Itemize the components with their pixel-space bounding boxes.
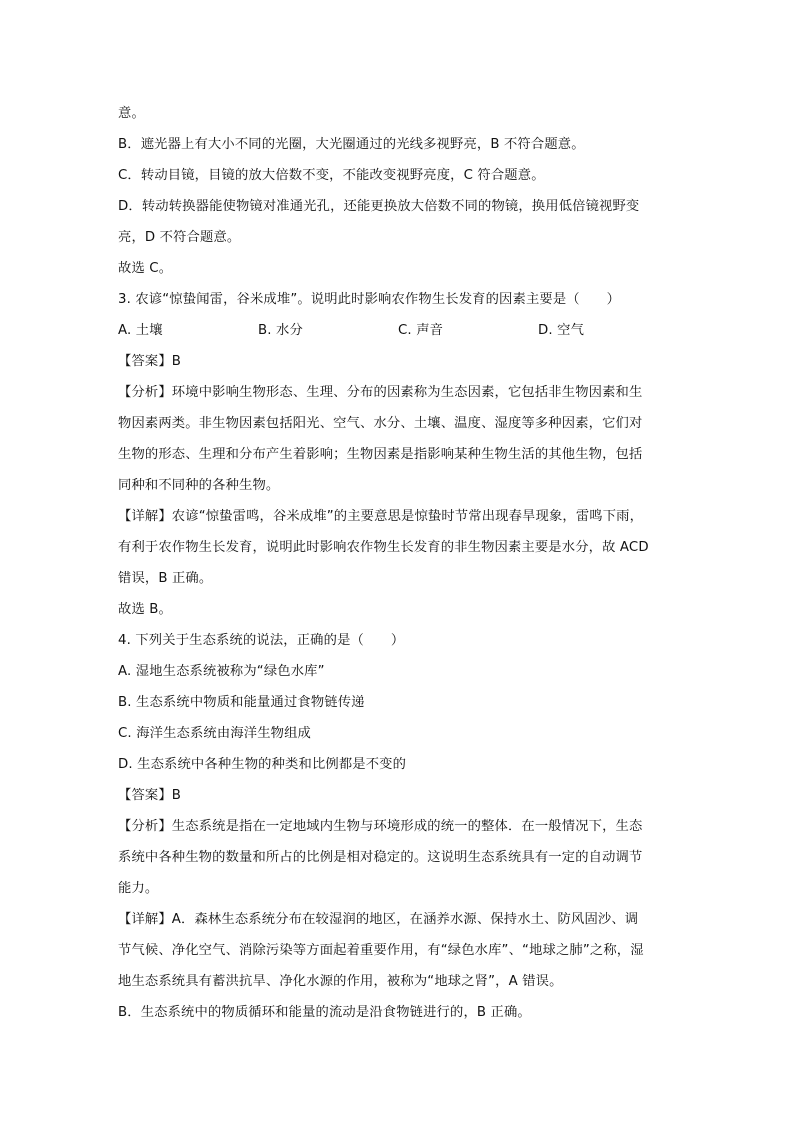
document-page [118, 98, 678, 1028]
analysis-line [118, 377, 678, 408]
text-line: B．遮光器上有大小不同的光圈，大光圈通过的光线多视野亮，B 不符合题意。 [118, 137, 585, 152]
analysis-text: 环境中影响生物形态、生理、分布的因素称为生态因素，它包括非生物因素和生 [171, 385, 643, 400]
detail-tag: 【详解】 [118, 912, 172, 927]
text-line: 系统中各种生物的数量和所占的比例是相对稳定的。这说明生态系统具有一定的自动调节 [118, 850, 643, 865]
analysis-line [118, 811, 678, 842]
question-4 [118, 625, 678, 1028]
option-a: A. 湿地生态系统被称为“绿色水库” [118, 664, 325, 679]
detail-text: 农谚“惊蛰雷鸣，谷米成堆”的主要意思是惊蛰时节常出现春旱现象，雷鸣下雨， [171, 509, 644, 524]
text-line: 能力。 [118, 881, 159, 896]
text-line: 错误，B 正确。 [118, 571, 213, 586]
text-line: 物因素两类。非生物因素包括阳光、空气、水分、土壤、温度、湿度等多种因素，它们对 [118, 416, 643, 431]
text-line: 意。 [118, 106, 145, 121]
text-line: 地生态系统具有蓄洪抗旱、净化水源的作用，被称为“地球之肾”，A 错误。 [118, 974, 563, 989]
option-c: C. 海洋生态系统由海洋生物组成 [118, 726, 311, 741]
detail-line [118, 904, 678, 935]
text-line: 故选 C。 [118, 261, 173, 276]
text-line: B．生态系统中的物质循环和能量的流动是沿食物链进行的，B 正确。 [118, 1005, 531, 1020]
previous-explanation [118, 98, 678, 284]
question-stem: 3. 农谚“惊蛰闻雷，谷米成堆”。说明此时影响农作物生长发育的因素主要是（ ） [118, 292, 621, 307]
answer-tag: 【答案】 [118, 788, 172, 803]
text-line: C．转动目镜，目镜的放大倍数不变，不能改变视野亮度，C 符合题意。 [118, 168, 545, 183]
answer-value: B [171, 354, 182, 369]
detail-text: A．森林生态系统分布在较湿润的地区，在涵养水源、保持水土、防风固沙、调 [171, 912, 639, 927]
text-line: 节气候、净化空气、消除污染等方面起着重要作用，有“绿色水库”、“地球之肺”之称，湿 [118, 943, 644, 958]
option-a: A. 土壤 [118, 323, 163, 338]
answer-tag: 【答案】 [118, 354, 172, 369]
analysis-text: 生态系统是指在一定地域内生物与环境形成的统一的整体．在一般情况下，生态 [171, 819, 643, 834]
detail-line [118, 501, 678, 532]
option-c: C. 声音 [398, 323, 444, 338]
answer-line [118, 780, 678, 811]
text-line: 生物的形态、生理和分布产生着影响；生物因素是指影响某种生物生活的其他生物，包括 [118, 447, 643, 462]
question-3 [118, 284, 678, 625]
answer-value: B [171, 788, 182, 803]
option-d: D. 生态系统中各种生物的种类和比例都是不变的 [118, 757, 407, 772]
option-b: B. 生态系统中物质和能量通过食物链传递 [118, 695, 365, 710]
answer-line [118, 346, 678, 377]
conclusion-line: 故选 B。 [118, 602, 172, 617]
option-b: B. 水分 [258, 323, 303, 338]
text-line: 有利于农作物生长发育，说明此时影响农作物生长发育的非生物因素主要是水分，故 ACD [118, 540, 649, 555]
text-line: 同种和不同种的各种生物。 [118, 478, 280, 493]
text-line: D．转动转换器能使物镜对准通光孔，还能更换放大倍数不同的物镜，换用低倍镜视野变 [118, 199, 640, 214]
question-options [118, 315, 678, 346]
analysis-tag: 【分析】 [118, 819, 172, 834]
detail-tag: 【详解】 [118, 509, 172, 524]
option-d: D. 空气 [538, 323, 585, 338]
analysis-tag: 【分析】 [118, 385, 172, 400]
text-line: 亮，D 不符合题意。 [118, 230, 241, 245]
question-stem: 4. 下列关于生态系统的说法，正确的是（ ） [118, 633, 405, 648]
